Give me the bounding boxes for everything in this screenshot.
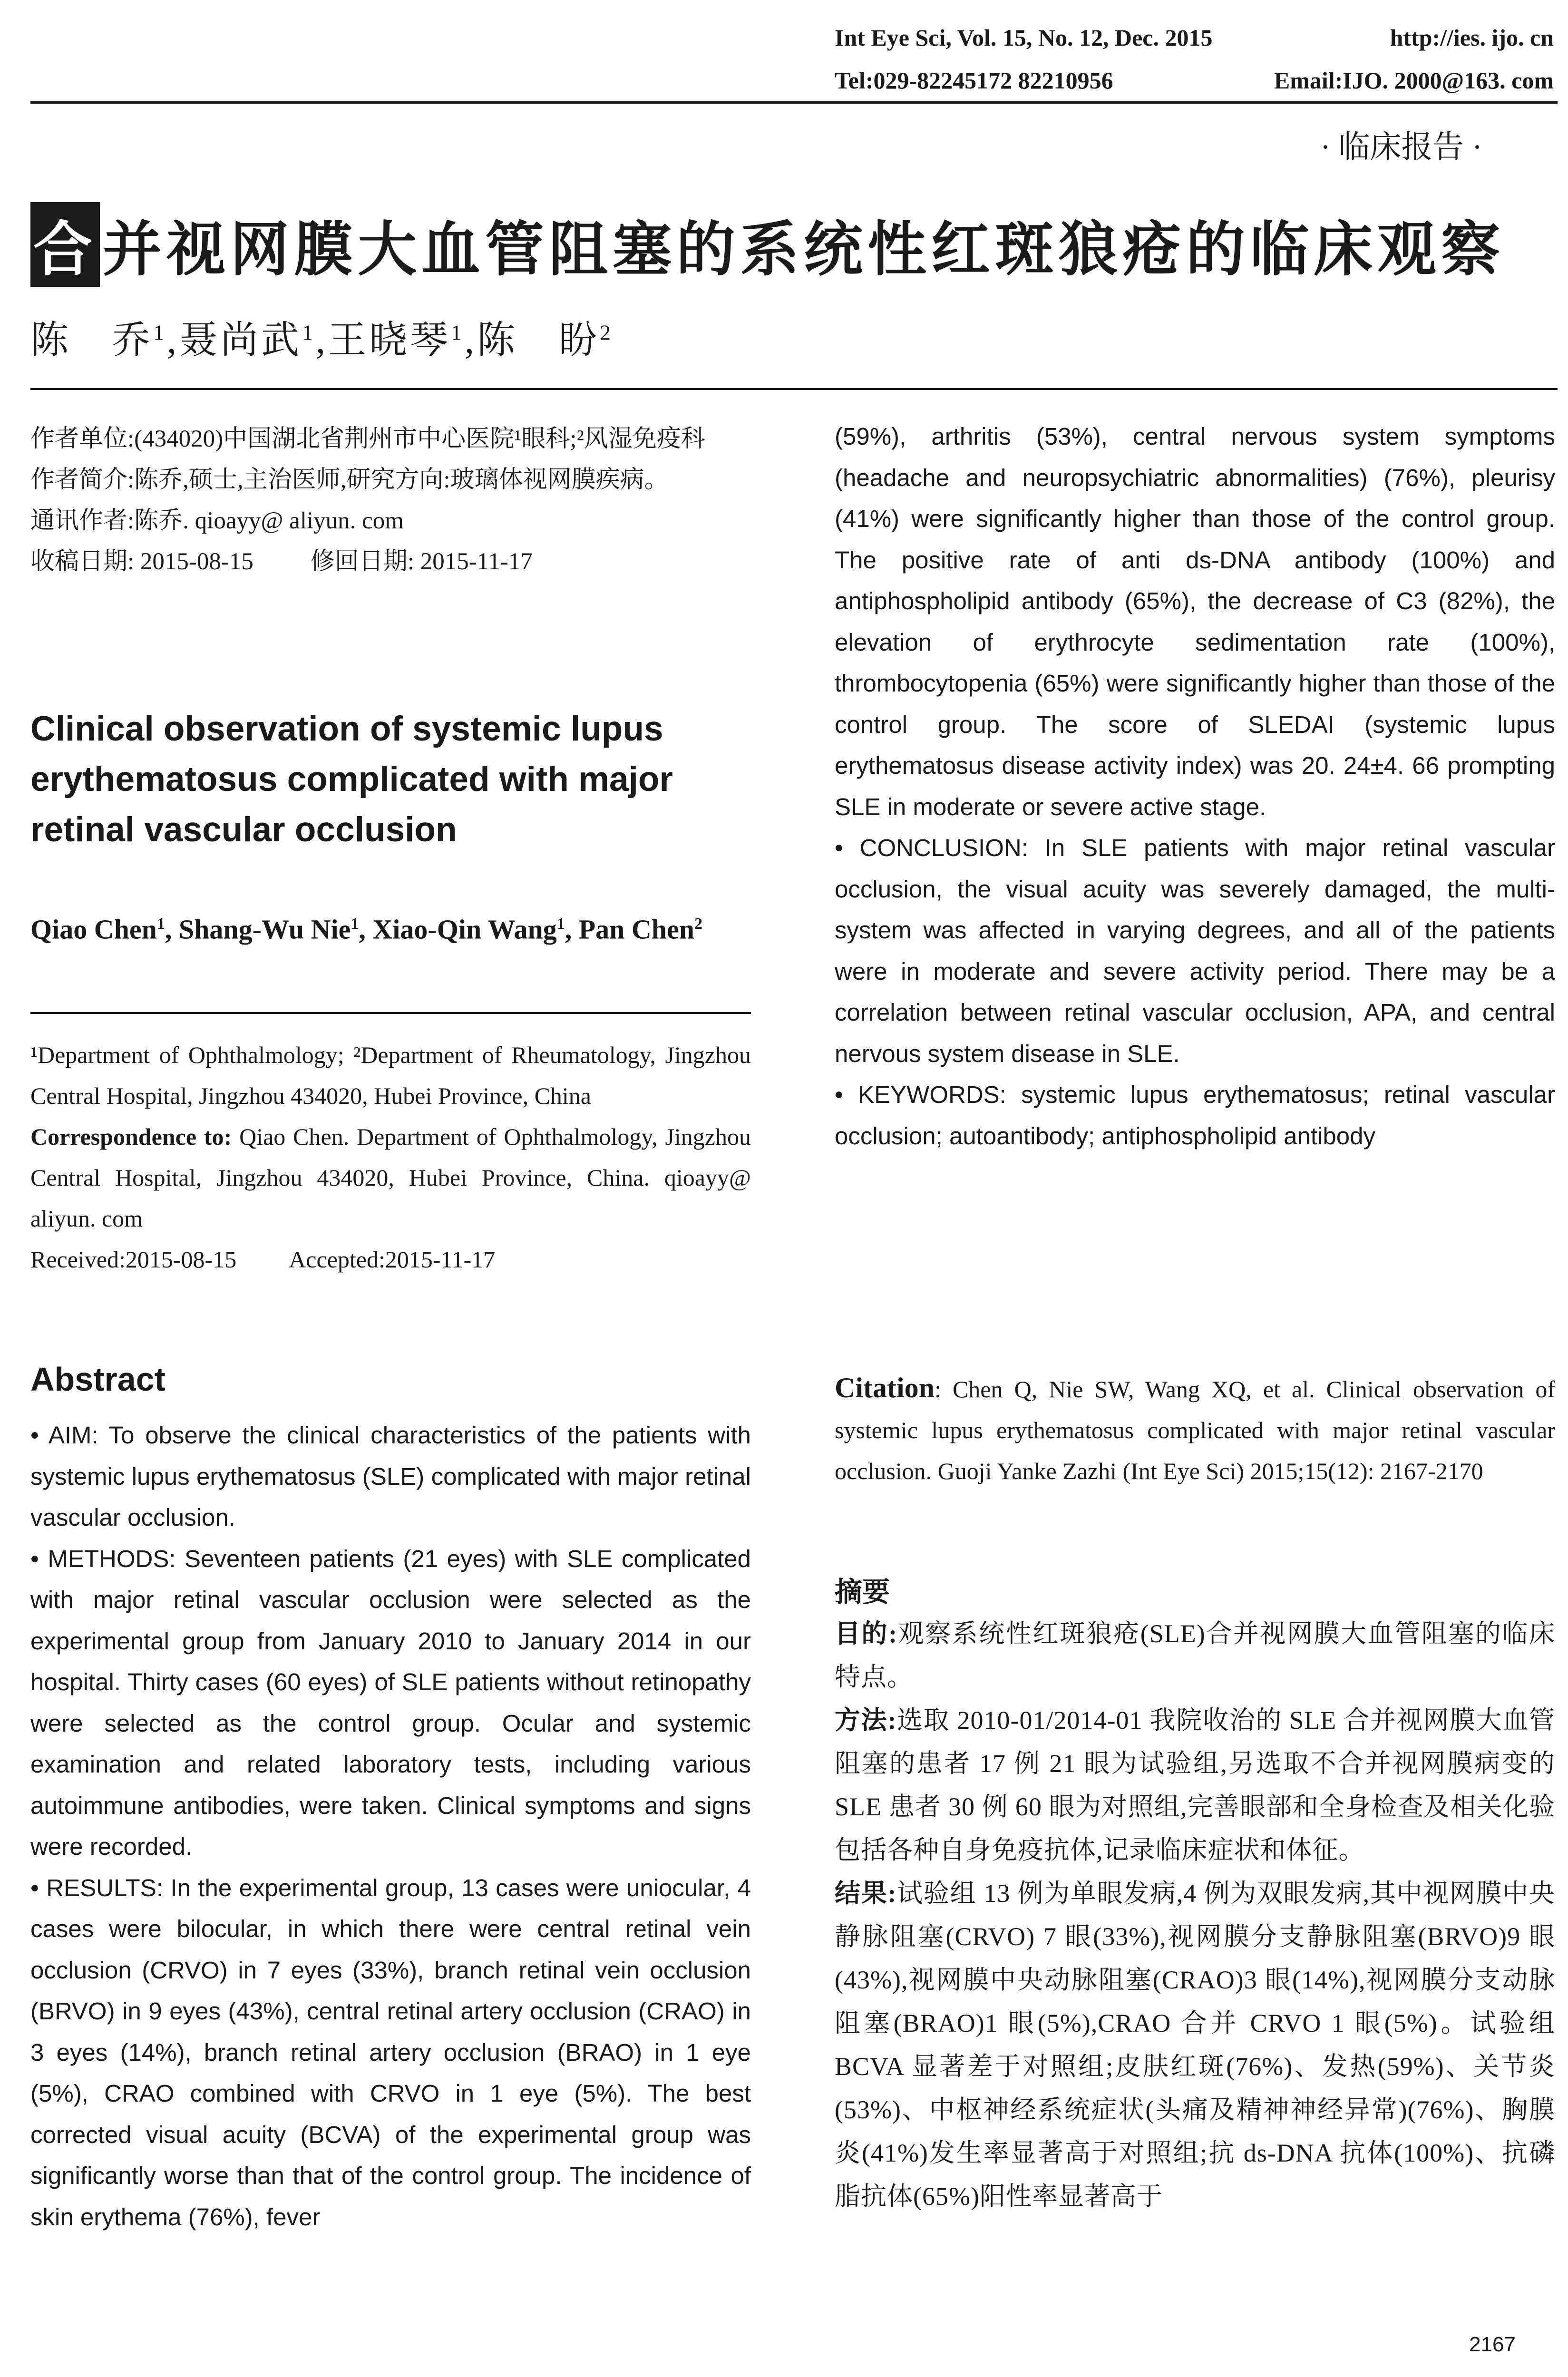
cn-results-text: 试验组 13 例为单眼发病,4 例为双眼发病,其中视网膜中央静脉阻塞(CRVO) 7 眼(33%),视网膜分支静脉阻塞(BRVO)9 眼(43%),视网膜中央动脉阻塞(CRAO)3 眼(14%),视网膜分支动脉阻塞(BRAO)1 眼(5%),CRAO 合并 CRVO 1 眼(5%)。试验组 BCVA 显著差于对照组;皮肤红斑(76%)、发热(59%)、关节炎(53%)、中枢神经系统症状(头痛及精神神经异常)(76%)、胸膜炎(41%)发生率显著高于对照组;抗 ds-DNA 抗体(100%)、抗磷脂抗体(65%)阳性率显著高于 xyxy=(835,1879,1556,2211)
citation xyxy=(835,1367,1555,1491)
received-date: Received:2015-08-15 xyxy=(30,1246,237,1273)
abstract-right-column xyxy=(835,416,1555,1157)
abstract-keywords: • KEYWORDS: systemic lupus erythematosus; retinal vascular occlusion; autoantibody; antiphospholipid antibody xyxy=(835,1081,1555,1150)
cn-aim-text: 观察系统性红斑狼疮(SLE)合并视网膜大血管阻塞的临床特点。 xyxy=(835,1619,1555,1691)
page-number: 2167 xyxy=(1469,2333,1516,2356)
author-affiliation-mark: 2 xyxy=(600,320,614,345)
abstract-conclusion: • CONCLUSION: In SLE patients with major retinal vascular occlusion, the visual acuity was severely damaged, the multi-system was affected in varying degrees, and all of the patients were in moderate and severe activity period. There may be a correlation between retinal vascular occlusion, APA, and central nervous system disease in SLE. xyxy=(835,834,1555,1067)
author-affiliation-mark: 2 xyxy=(694,915,703,933)
author-name: 王晓琴 xyxy=(328,320,451,361)
english-title: Clinical observation of systemic lupus erythematosus complicated with major retinal vascular occlusion xyxy=(30,710,673,849)
corresponding-author-cn: 通讯作者:陈乔. qioayy@ aliyun. com xyxy=(30,507,404,534)
journal-url: http://ies. ijo. cn xyxy=(1390,24,1554,51)
author-affiliation-mark: 1 xyxy=(556,915,565,933)
header-divider xyxy=(30,101,1558,104)
cn-results-label: 结果: xyxy=(835,1879,897,1908)
author-affiliation-mark: 1 xyxy=(451,320,465,345)
chinese-abstract-heading: 摘要 xyxy=(835,1577,890,1607)
correspondence-label: Correspondence to: xyxy=(30,1123,232,1150)
article-metadata xyxy=(30,419,751,582)
cn-methods-label: 方法: xyxy=(835,1706,897,1734)
author-name: Xiao-Qin Wang xyxy=(372,914,557,945)
dates-en xyxy=(30,1239,751,1280)
cn-aim-label: 目的: xyxy=(835,1619,898,1648)
cn-abstract-methods xyxy=(835,1699,1555,1872)
cn-abstract-results xyxy=(835,1872,1555,2218)
citation-text: : Chen Q, Nie SW, Wang XQ, et al. Clinical observation of systemic lupus erythematosus complicated with major retinal vascular occlusion. Guoji Yanke Zazhi (Int Eye Sci) 2015;15(12): 2167-2170 xyxy=(835,1376,1555,1484)
revised-date-cn: 修回日期: 2015-11-17 xyxy=(310,548,533,575)
abstract-results: • RESULTS: In the experimental group, 13 cases were uniocular, 4 cases were bilocular, in which there were central retinal vein occlusion (CRVO) in 7 eyes (33%), branch retinal vein occlusion (BRVO) in 9 eyes (43%), central retinal artery occlusion (CRAO) in 3 eyes (14%), branch retinal artery occlusion (BRAO) in 1 eye (5%), CRAO combined with CRVO in 1 eye (5%). The best corrected visual acuity (BCVA) of the experimental group was significantly worse than that of the control group. The incidence of skin erythema (76%), fever xyxy=(30,1874,751,2231)
chinese-title xyxy=(30,202,1505,287)
english-author-list: Qiao Chen$^1$, Shang-Wu Nie$^1$, Xiao-Qin Wang$^1$, Pan Chen$^2$ xyxy=(30,914,703,945)
author-affiliation-mark: 1 xyxy=(351,915,359,933)
accepted-date: Accepted:2015-11-17 xyxy=(289,1246,496,1273)
chinese-author-list: 陈 乔$^1$,聂尚武$^1$,王晓琴$^1$,陈 盼$^2$ xyxy=(30,320,614,361)
abstract-results-continued: (59%), arthritis (53%), central nervous system symptoms (headache and neuropsychiatric abnormalities) (76%), pleurisy (41%) were significantly higher than those of the control group. The positive rate of anti ds-DNA antibody (100%) and antiphospholipid antibody (65%), the decrease of C3 (82%), the elevation of erythrocyte sedimentation rate (100%), thrombocytopenia (65%) were significantly higher than those of the control group. The score of SLEDAI (systemic lupus erythematosus disease activity index) was 20. 24±4. 66 prompting SLE in moderate or severe active stage. xyxy=(835,423,1555,820)
citation-label: Citation xyxy=(835,1372,935,1403)
title-rest: 并视网膜大血管阻塞的系统性红斑狼疮的临床观察 xyxy=(103,217,1505,283)
abstract-methods: • METHODS: Seventeen patients (21 eyes) with SLE complicated with major retinal vascular occlusion were selected as the experimental group from January 2010 to January 2014 in our hospital. Thirty cases (60 eyes) of SLE patients without retinopathy were selected as the control group. Ocular and systemic examination and related laboratory tests, including various autoimmune antibodies, were taken. Clinical symptoms and signs were recorded. xyxy=(30,1545,751,1860)
received-date-cn: 收稿日期: 2015-08-15 xyxy=(30,548,253,575)
chinese-abstract xyxy=(835,1612,1555,2218)
author-name: 陈 乔 xyxy=(30,320,153,361)
title-divider xyxy=(30,388,1558,390)
journal-email: Email:IJO. 2000@163. com xyxy=(1274,67,1554,94)
correspondence-text: Qiao Chen. Department of Ophthalmology, Jingzhou Central Hospital, Jingzhou 434020, Hubei Province, China. qioayy@ aliyun. com xyxy=(30,1123,751,1232)
author-name: Pan Chen xyxy=(578,914,695,945)
title-first-char: 合 xyxy=(30,202,100,287)
author-name: Qiao Chen xyxy=(30,914,157,945)
author-name: 陈 盼 xyxy=(477,320,600,361)
journal-issue-line: Int Eye Sci, Vol. 15, No. 12, Dec. 2015 xyxy=(835,24,1213,51)
affiliation-divider xyxy=(30,1012,751,1014)
dates-cn xyxy=(30,541,751,582)
abstract-left-column xyxy=(30,1415,751,2238)
abstract-heading: Abstract xyxy=(30,1361,166,1398)
cn-abstract-aim xyxy=(835,1612,1555,1699)
journal-tel-line: Tel:029-82245172 82210956 xyxy=(835,67,1113,94)
english-affiliations xyxy=(30,1034,751,1280)
author-bio-cn: 作者简介:陈乔,硕士,主治医师,研究方向:玻璃体视网膜疾病。 xyxy=(30,467,669,493)
author-affiliation-mark: 1 xyxy=(302,320,316,345)
cn-methods-text: 选取 2010-01/2014-01 我院收治的 SLE 合并视网膜大血管阻塞的患者 17 例 21 眼为试验组,另选取不合并视网膜病变的 SLE 患者 30 例 60 眼为对照组,完善眼部和全身检查及相关化验包括各种自身免疫抗体,记录临床症状和体征。 xyxy=(835,1706,1555,1864)
author-name: 聂尚武 xyxy=(179,320,302,361)
correspondence xyxy=(30,1116,751,1239)
abstract-aim: • AIM: To observe the clinical characteristics of the patients with systemic lupus erythematosus (SLE) complicated with major retinal vascular occlusion. xyxy=(30,1422,751,1531)
author-name: Shang-Wu Nie xyxy=(178,914,351,945)
author-affiliation-mark: 1 xyxy=(153,320,167,345)
author-affiliation-cn: 作者单位:(434020)中国湖北省荆州市中心医院¹眼科;²风湿免疫科 xyxy=(30,426,705,452)
author-affiliation-mark: 1 xyxy=(156,915,165,933)
affiliation-text: ¹Department of Ophthalmology; ²Department of Rheumatology, Jingzhou Central Hospital, Jingzhou 434020, Hubei Province, China xyxy=(30,1042,751,1109)
section-label: · 临床报告 · xyxy=(1320,130,1482,165)
